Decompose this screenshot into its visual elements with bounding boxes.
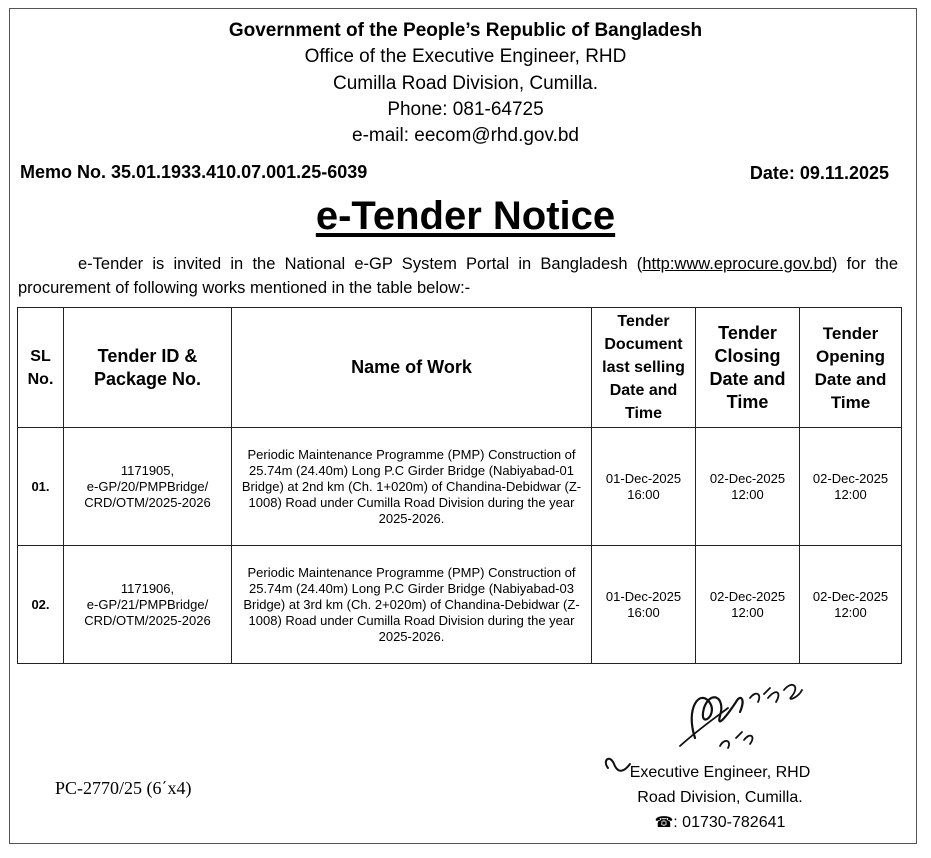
header-tender-id xyxy=(64,308,232,428)
package-no-part: e-GP/21/PMPBridge/ xyxy=(86,596,209,612)
signer-title: Executive Engineer, RHD xyxy=(629,764,811,781)
office-name: Office of the Executive Engineer, RHD xyxy=(304,46,627,67)
signer-office: Road Division, Cumilla. xyxy=(637,789,803,806)
header-text: Closing xyxy=(714,345,781,366)
package-no-part: CRD/OTM/2025-2026 xyxy=(84,494,211,510)
row-tender-id xyxy=(64,546,232,664)
intro-paragraph xyxy=(18,252,898,300)
header-text: Time xyxy=(624,405,663,422)
header-text: last selling xyxy=(602,359,685,376)
header-text: Date and xyxy=(609,382,678,399)
package-no-part: CRD/OTM/2025-2026 xyxy=(84,612,211,628)
header-text: No. xyxy=(27,370,54,388)
table-header-row xyxy=(18,308,902,428)
header-text: Time xyxy=(830,392,871,412)
header-text: Tender xyxy=(718,322,777,343)
header-text: SL xyxy=(30,347,51,365)
header-text: Package No. xyxy=(93,368,202,389)
cell-time: 16:00 xyxy=(627,486,660,502)
signature-block xyxy=(590,760,850,835)
header-text: Tender xyxy=(822,323,879,343)
cell-time: 16:00 xyxy=(627,604,660,620)
header-opening xyxy=(800,308,902,428)
row-tender-id xyxy=(64,428,232,546)
row-sl: 02. xyxy=(18,546,64,664)
office-phone: Phone: 081-64725 xyxy=(387,99,544,120)
header-name-of-work xyxy=(232,308,592,428)
cell-time: 12:00 xyxy=(834,486,867,502)
govt-title: Government of the People’s Republic of Bangladesh xyxy=(228,20,703,41)
tender-id: 1171906, xyxy=(120,580,175,596)
cell-time: 12:00 xyxy=(834,604,867,620)
header-text: Tender ID & xyxy=(97,345,198,366)
package-no-part: e-GP/20/PMPBridge/ xyxy=(86,478,209,494)
header-text: Document xyxy=(604,336,683,353)
cell-date: 02-Dec-2025 xyxy=(709,588,786,604)
cell-date: 01-Dec-2025 xyxy=(605,470,682,486)
header-doc-selling xyxy=(592,308,696,428)
row-closing xyxy=(696,546,800,664)
tender-id: 1171905, xyxy=(120,462,175,478)
notice-title: e-Tender Notice xyxy=(315,194,616,238)
row-name-of-work: Periodic Maintenance Programme (PMP) Construction of 25.74m (24.40m) Long P.C Girder Bridge (Nabiyabad-01 Bridge) at 2nd km (Ch. 1+020m) of Chandina-Debidwar (Z-1008) Road under Cumilla Road Division during the year 2025-2026. xyxy=(232,428,592,546)
header-text: Name of Work xyxy=(351,357,472,377)
header-text: Opening xyxy=(816,346,885,366)
cell-time: 12:00 xyxy=(731,486,764,502)
tender-table xyxy=(17,307,902,664)
cell-date: 02-Dec-2025 xyxy=(709,470,786,486)
table-row xyxy=(18,546,902,664)
telephone-icon: ☎ xyxy=(654,814,674,831)
memo-date: Date: 09.11.2025 xyxy=(749,163,889,183)
header-text: Date and xyxy=(814,369,887,389)
row-doc-selling xyxy=(592,546,696,664)
cell-date: 02-Dec-2025 xyxy=(812,588,889,604)
cell-date: 01-Dec-2025 xyxy=(605,588,682,604)
header-closing xyxy=(696,308,800,428)
row-doc-selling xyxy=(592,428,696,546)
office-email: e-mail: eecom@rhd.gov.bd xyxy=(352,125,579,146)
header-text: Date and xyxy=(709,368,786,389)
row-opening xyxy=(800,546,902,664)
row-opening xyxy=(800,428,902,546)
row-name-of-work: Periodic Maintenance Programme (PMP) Construction of 25.74m (24.40m) Long P.C Girder Bridge (Nabiyabad-03 Bridge) at 3rd km (Ch. 2+020m) of Chandina-Debidwar (Z-1008) Road under Cumilla Road Division during the year 2025-2026. xyxy=(232,546,592,664)
memo-number: Memo No. 35.01.1933.410.07.001.25-6039 xyxy=(20,162,368,182)
eprocure-link[interactable]: http:www.eprocure.gov.bd xyxy=(642,255,832,273)
signer-phone-line xyxy=(590,810,850,835)
table-row xyxy=(18,428,902,546)
pc-number: PC-2770/25 (6΄x4) xyxy=(55,778,192,798)
header-text: Time xyxy=(726,391,769,412)
signer-phone: : 01730-782641 xyxy=(673,814,786,831)
row-sl: 01. xyxy=(18,428,64,546)
header-text: Tender xyxy=(617,313,670,330)
division-name: Cumilla Road Division, Cumilla. xyxy=(332,73,599,94)
cell-date: 02-Dec-2025 xyxy=(812,470,889,486)
header-sl xyxy=(18,308,64,428)
row-closing xyxy=(696,428,800,546)
cell-time: 12:00 xyxy=(731,604,764,620)
intro-text-before: e-Tender is invited in the National e-GP System Portal in Bangladesh ( xyxy=(78,255,643,273)
intro-text-after: ) for the procurement of following works mentioned in the table below:- xyxy=(18,255,899,297)
